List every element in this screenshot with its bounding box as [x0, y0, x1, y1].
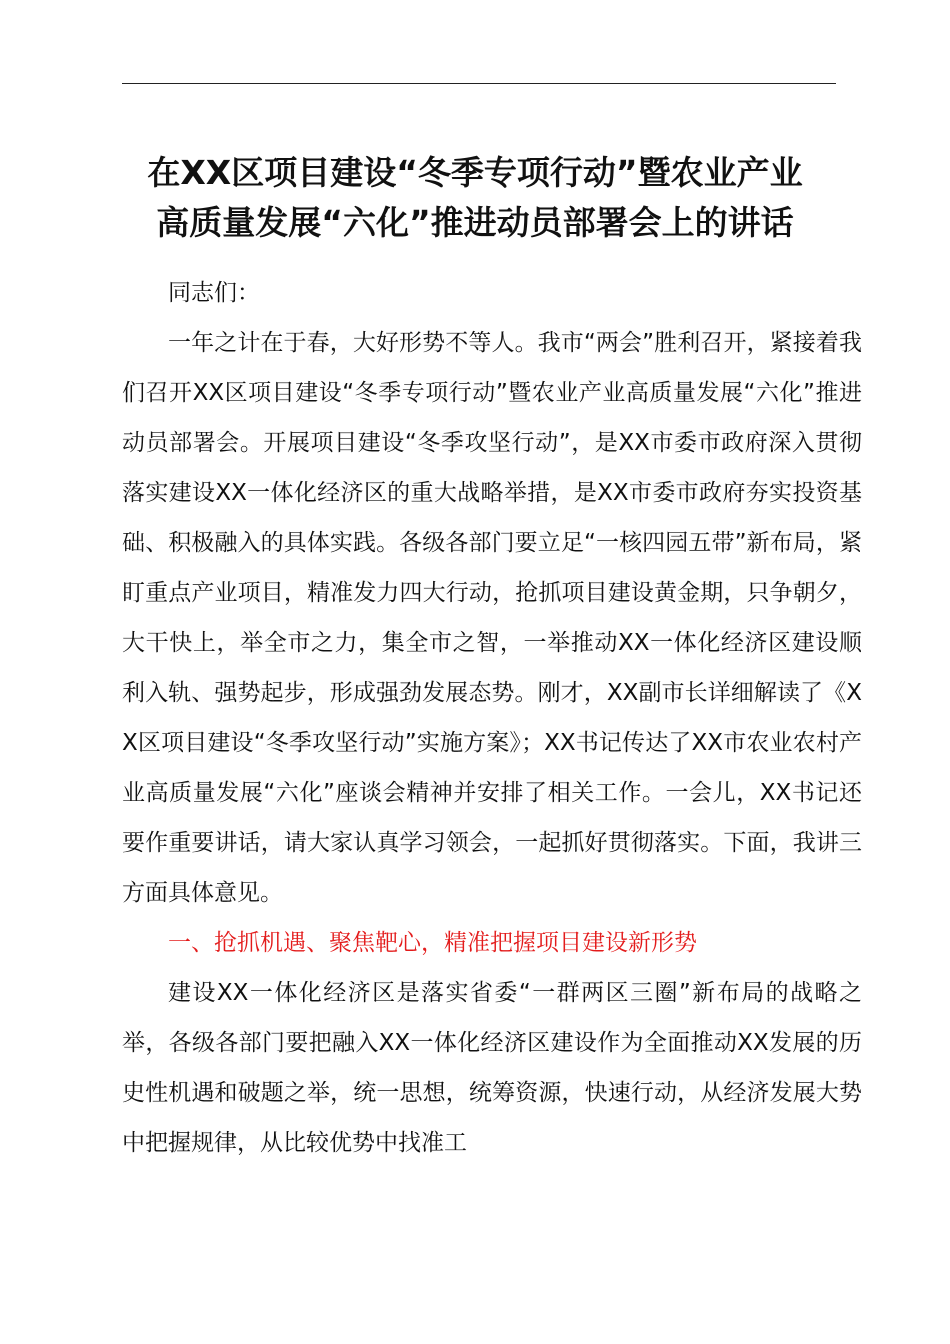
document-title-line-2: 高质量发展“六化”推进动员部署会上的讲话 — [156, 203, 794, 242]
header-rule — [122, 83, 836, 84]
document-title-line-1: 在XX区项目建设“冬季专项行动”暨农业产业 — [147, 153, 803, 192]
salutation: 同志们： — [168, 280, 260, 306]
document-body — [122, 268, 862, 1168]
section-heading: 一、抢抓机遇、聚焦靶心，精准把握项目建设新形势 — [168, 930, 697, 956]
paragraph: 一年之计在于春，大好形势不等人。我市“两会”胜利召开，紧接着我们召开XX区项目建设“冬季专项行动”暨农业产业高质量发展“六化”推进动员部署会。开展项目建设“冬季攻坚行动”，是XX市委市政府深入贯彻落实建设XX一体化经济区的重大战略举措，是XX市委市政府夯实投资基础、积极融入的具体实践。各级各部门要立足“一核四园五带”新布局，紧盯重点产业项目，精准发力四大行动，抢抓项目建设黄金期，只争朝夕，大干快上，举全市之力，集全市之智，一举推动XX一体化经济区建设顺利入轨、强势起步，形成强劲发展态势。刚才，XX副市长详细解读了《XX区项目建设“冬季攻坚行动”实施方案》；XX书记传达了XX市农业农村产业高质量发展“六化”座谈会精神并安排了相关工作。一会儿，XX书记还要作重要讲话，请大家认真学习领会，一起抓好贯彻落实。下面，我讲三方面具体意见。 — [122, 330, 862, 906]
paragraph: 建设XX一体化经济区是落实省委“一群两区三圈”新布局的战略之举，各级各部门要把融入XX一体化经济区建设作为全面推动XX发展的历史性机遇和破题之举，统一思想，统筹资源，快速行动，从经济发展大势中把握规律，从比较优势中找准工 — [122, 980, 862, 1156]
